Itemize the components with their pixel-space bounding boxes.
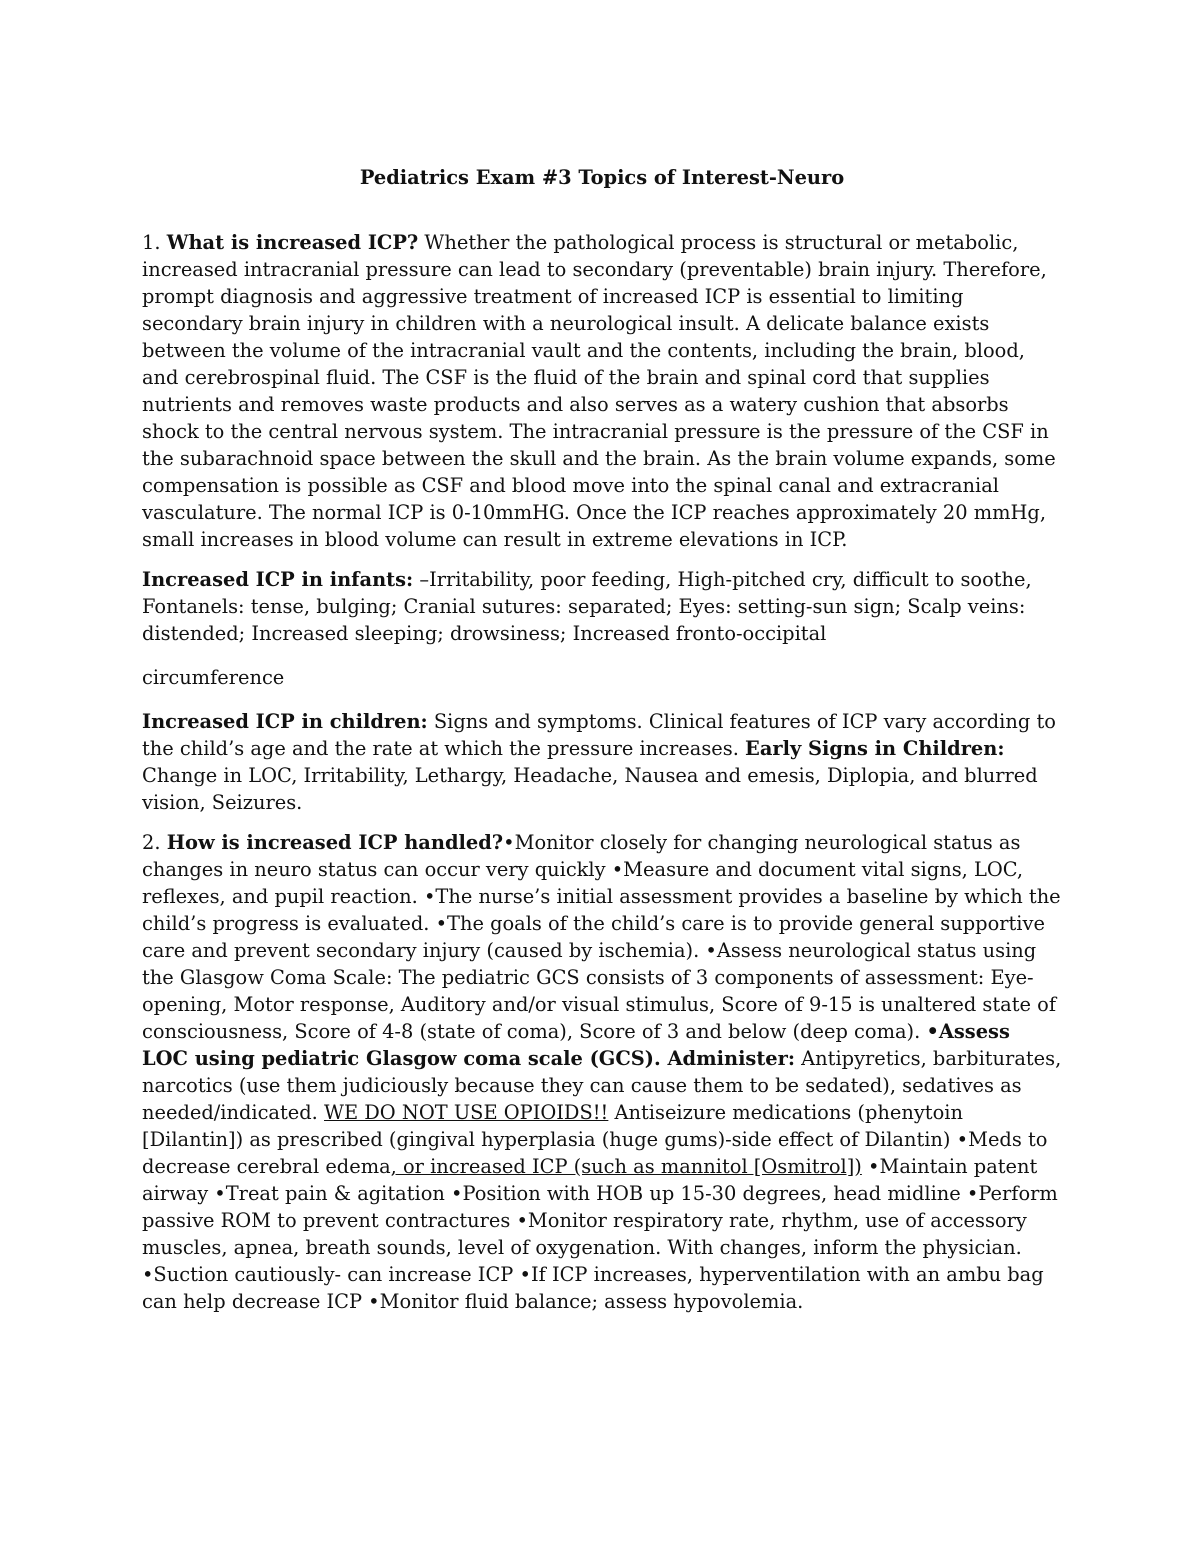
children-paragraph — [142, 708, 1062, 816]
section-2-heading: How is increased ICP handled? — [166, 831, 504, 854]
early-signs-heading: Early Signs in Children: — [745, 737, 1005, 760]
no-opioids-warning: WE DO NOT USE OPIOIDS!! — [324, 1101, 609, 1124]
section-2-body-3: Antiseizure medications (phenytoin [Dilantin]) as prescribed (gingival hyperplasia (huge gums)-side effect of Dilantin) •Meds to decrease cerebral edema — [142, 1101, 1048, 1178]
children-body-2: Change in LOC, Irritability, Lethargy, Headache, Nausea and emesis, Diplopia, and blurred vision, Seizures. — [142, 764, 1038, 814]
section-1-paragraph — [142, 229, 1062, 553]
section-1-number: 1. — [142, 231, 161, 254]
mannitol-note: , or increased ICP (such as mannitol [Osmitrol]) — [390, 1155, 862, 1178]
infants-heading: Increased ICP in infants: — [142, 568, 414, 591]
infants-paragraph — [142, 566, 1062, 647]
children-body-1: Signs and symptoms. Clinical features of ICP vary according to the child’s age and the rate at which the pressure increases. — [142, 710, 1056, 760]
section-1-heading: What is increased ICP? — [166, 231, 419, 254]
section-2-paragraph — [142, 829, 1062, 1315]
infants-body: –Irritability, poor feeding, High-pitched cry, difficult to soothe, Fontanels: tense, bulging; Cranial sutures: separated; Eyes: setting-sun sign; Scalp veins: distended; Increased sleeping; drowsiness; Increased fronto-occipital — [142, 568, 1032, 645]
section-1-body: Whether the pathological process is structural or metabolic, increased intracranial pressure can lead to secondary (preventable) brain injury. Therefore, prompt diagnosis and aggressive treatment of increased ICP is essential to limiting secondary brain injury in children with a neurological insult. A delicate balance exists between the volume of the intracranial vault and the contents, including the brain, blood, and cerebrospinal fluid. The CSF is the fluid of the brain and spinal cord that supplies nutrients and removes waste products and also serves as a watery cushion that absorbs shock to the central nervous system. The intracranial pressure is the pressure of the CSF in the subarachnoid space between the skull and the brain. As the brain volume expands, some compensation is possible as CSF and blood move into the spinal canal and extracranial vasculature. The normal ICP is 0-10mmHG. Once the ICP reaches approximately 20 mmHg, small increases in blood volume can result in extreme elevations in ICP. — [142, 231, 1056, 551]
section-2-body-4: •Maintain patent airway •Treat pain & agitation •Position with HOB up 15-30 degrees, head midline •Perform passive ROM to prevent contractures •Monitor respiratory rate, rhythm, use of accessory muscles, apnea, breath sounds, level of oxygenation. With changes, inform the physician. •Suction cautiously- can increase ICP •If ICP increases, hyperventilation with an ambu bag can help decrease ICP •Monitor fluid balance; assess hypovolemia. — [142, 1155, 1058, 1313]
infants-continuation: circumference — [142, 666, 285, 689]
children-heading: Increased ICP in children: — [142, 710, 428, 733]
section-2-number: 2. — [142, 831, 161, 854]
document-title: Pediatrics Exam #3 Topics of Interest-Neuro — [359, 166, 845, 189]
section-2-body-2: Antipyretics, barbiturates, narcotics (use them judiciously because they can cause them to be sedated), sedatives as needed/indicated. — [142, 1047, 1062, 1124]
document-page — [142, 164, 1062, 1328]
assess-loc-heading: •Assess LOC using pediatric Glasgow coma scale (GCS). Administer: — [142, 1020, 1010, 1070]
section-2-body-1: •Monitor closely for changing neurological status as changes in neuro status can occur very quickly •Measure and document vital signs, LOC, reflexes, and pupil reaction. •The nurse’s initial assessment provides a baseline by which the child’s progress is evaluated. •The goals of the child’s care is to provide general supportive care and prevent secondary injury (caused by ischemia). •Assess neurological status using the Glasgow Coma Scale: The pediatric GCS consists of 3 components of assessment: Eye-opening, Motor response, Auditory and/or visual stimulus, Score of 9-15 is unaltered state of consciousness, Score of 4-8 (state of coma), Score of 3 and below (deep coma). — [142, 831, 1061, 1043]
